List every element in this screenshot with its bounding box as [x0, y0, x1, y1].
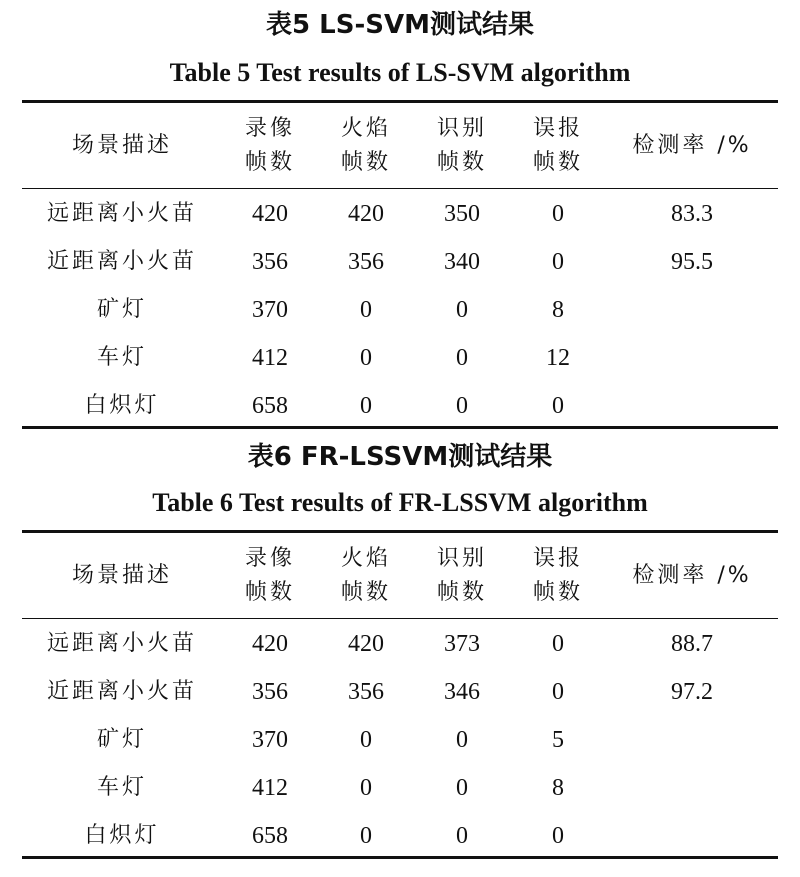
header-flame-frames: 火焰 帧数 — [340, 116, 391, 175]
cell-false-alarm: 0 — [552, 823, 564, 849]
cell-recorded: 356 — [252, 679, 288, 705]
cell-recorded: 420 — [252, 201, 288, 227]
table-5-bottom-rule — [22, 426, 778, 429]
header-identified-frames: 识别 帧数 — [436, 116, 487, 175]
cell-detection-rate: 88.7 — [671, 631, 713, 657]
cell-false-alarm: 0 — [552, 201, 564, 227]
cell-flame: 0 — [360, 775, 372, 801]
cell-scene: 白炽灯 — [84, 823, 160, 848]
cell-detection-rate — [606, 334, 778, 382]
header-identified-frames: 识别 帧数 — [436, 546, 487, 605]
cell-recorded: 658 — [252, 393, 288, 419]
cell-flame: 356 — [348, 249, 384, 275]
cell-detection-rate — [606, 716, 778, 764]
cell-scene: 近距离小火苗 — [46, 679, 197, 704]
cell-scene: 矿灯 — [96, 727, 147, 752]
cell-false-alarm: 0 — [552, 249, 564, 275]
cell-scene: 白炽灯 — [84, 393, 160, 418]
cell-scene: 矿灯 — [96, 297, 147, 322]
header-false-alarm-frames: 误报 帧数 — [532, 546, 583, 605]
table-6-title-cn: 表6 FR-LSSVM测试结果 — [247, 442, 553, 472]
header-recorded-frames: 录像 帧数 — [244, 116, 295, 175]
header-recorded-frames: 录像 帧数 — [244, 546, 295, 605]
cell-flame: 0 — [360, 823, 372, 849]
table-row — [22, 812, 778, 860]
header-scene: 场景描述 — [71, 133, 172, 158]
cell-identified: 0 — [456, 775, 468, 801]
cell-false-alarm: 0 — [552, 631, 564, 657]
table-row — [22, 620, 778, 668]
cell-recorded: 412 — [252, 345, 288, 371]
table-row — [22, 334, 778, 382]
table-row — [22, 238, 778, 286]
cell-false-alarm: 0 — [552, 393, 564, 419]
cell-identified: 0 — [456, 727, 468, 753]
cell-detection-rate — [606, 286, 778, 334]
header-detection-rate: 检测率 /% — [632, 133, 752, 158]
cell-identified: 0 — [456, 345, 468, 371]
table-6-header-rule — [22, 618, 778, 619]
cell-detection-rate — [606, 764, 778, 812]
table-6-bottom-rule — [22, 856, 778, 859]
cell-recorded: 420 — [252, 631, 288, 657]
cell-scene: 车灯 — [96, 775, 147, 800]
cell-detection-rate — [606, 382, 778, 430]
cell-identified: 0 — [456, 297, 468, 323]
cell-flame: 420 — [348, 631, 384, 657]
table-row — [22, 716, 778, 764]
cell-detection-rate: 83.3 — [671, 201, 713, 227]
table-row — [22, 382, 778, 430]
cell-detection-rate: 97.2 — [671, 679, 713, 705]
cell-flame: 0 — [360, 393, 372, 419]
table-5-title-en: Table 5 Test results of LS-SVM algorithm — [169, 58, 631, 87]
cell-detection-rate — [606, 812, 778, 860]
cell-scene: 车灯 — [96, 345, 147, 370]
cell-recorded: 370 — [252, 297, 288, 323]
cell-flame: 420 — [348, 201, 384, 227]
cell-recorded: 658 — [252, 823, 288, 849]
table-row — [22, 286, 778, 334]
table-5-header-rule — [22, 188, 778, 189]
cell-recorded: 412 — [252, 775, 288, 801]
table-6 — [22, 536, 778, 616]
cell-flame: 0 — [360, 345, 372, 371]
table-6-title-en: Table 6 Test results of FR-LSSVM algorithm — [152, 488, 648, 517]
cell-recorded: 356 — [252, 249, 288, 275]
header-flame-frames: 火焰 帧数 — [340, 546, 391, 605]
cell-false-alarm: 8 — [552, 775, 564, 801]
cell-identified: 0 — [456, 393, 468, 419]
cell-scene: 近距离小火苗 — [46, 249, 197, 274]
cell-detection-rate: 95.5 — [671, 249, 713, 275]
table-6-top-rule — [22, 530, 778, 533]
header-detection-rate: 检测率 /% — [632, 563, 752, 588]
cell-false-alarm: 0 — [552, 679, 564, 705]
header-false-alarm-frames: 误报 帧数 — [532, 116, 583, 175]
cell-identified: 340 — [444, 249, 480, 275]
table-5-top-rule — [22, 100, 778, 103]
cell-scene: 远距离小火苗 — [46, 201, 197, 226]
cell-false-alarm: 12 — [546, 345, 570, 371]
table-5-body — [22, 190, 778, 430]
cell-false-alarm: 8 — [552, 297, 564, 323]
table-row — [22, 190, 778, 238]
cell-flame: 356 — [348, 679, 384, 705]
table-5 — [22, 106, 778, 186]
header-scene: 场景描述 — [71, 563, 172, 588]
table-5-title-cn: 表5 LS-SVM测试结果 — [266, 10, 534, 40]
cell-flame: 0 — [360, 297, 372, 323]
cell-scene: 远距离小火苗 — [46, 631, 197, 656]
table-row — [22, 668, 778, 716]
cell-identified: 350 — [444, 201, 480, 227]
table-6-body — [22, 620, 778, 860]
table-header-row — [22, 536, 778, 616]
cell-identified: 346 — [444, 679, 480, 705]
cell-flame: 0 — [360, 727, 372, 753]
table-row — [22, 764, 778, 812]
cell-recorded: 370 — [252, 727, 288, 753]
cell-false-alarm: 5 — [552, 727, 564, 753]
table-header-row — [22, 106, 778, 186]
cell-identified: 0 — [456, 823, 468, 849]
cell-identified: 373 — [444, 631, 480, 657]
